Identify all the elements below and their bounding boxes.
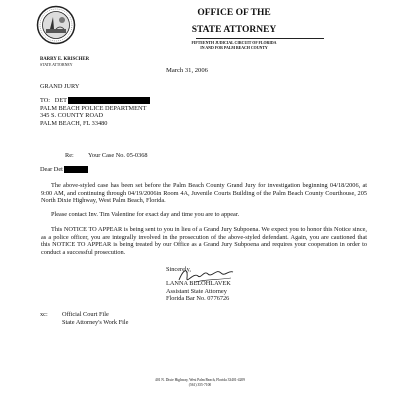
- body-paragraph-2: Please contact Inv. Tim Valentine for exact day and time you are to appear.: [51, 211, 240, 218]
- state-attorney-name: BARRY E. KRISCHER: [40, 57, 90, 62]
- cc-label: xc:: [40, 311, 48, 318]
- to-label: TO:: [40, 97, 51, 104]
- state-attorney-role: STATE ATTORNEY: [40, 63, 73, 67]
- cc-item: State Attorney's Work File: [62, 318, 129, 326]
- recipient-line-2: PALM BEACH POLICE DEPARTMENT: [40, 104, 147, 112]
- heading-grand-jury: GRAND JURY: [40, 83, 80, 90]
- cc-item: Official Court File: [62, 311, 109, 318]
- signer-title: Assistant State Attorney: [166, 287, 227, 295]
- signature-block: [166, 280, 231, 303]
- redaction-bar: [68, 97, 150, 104]
- recipient-line-3: 345 S. COUNTY ROAD: [40, 112, 104, 120]
- body-paragraph-3: This NOTICE TO APPEAR is being sent to you in lieu of a Grand Jury Subpoena. We expect you to honor this Notice since, as a police officer, you are integrally involved in the prosecution of the above-styled defendant. Again, you are cautioned that this NOTICE TO APPEAR is being treated by our Office as a Grand Jury Subpoena and requires your cooperation in order to conduct a successful prosecution.: [41, 226, 367, 256]
- salutation: [40, 166, 88, 174]
- to-prefix: DET: [54, 97, 67, 104]
- circuit-line-1: FIFTEENTH JUDICIAL CIRCUIT OF FLORIDA: [191, 41, 277, 45]
- closing: Sincerely,: [166, 266, 191, 273]
- circuit-line-2: IN AND FOR PALM BEACH COUNTY: [200, 46, 268, 50]
- case-number: Your Case No. 05-0368: [88, 152, 148, 159]
- footer-phone: (561) 355-7100: [188, 383, 212, 387]
- circuit-lines: [0, 41, 400, 51]
- salutation-text: Dear Det: [40, 166, 63, 173]
- body-paragraph-1: The above-styled case has been set before the Palm Beach County Grand Jury for investigation beginning 04/18/2006, at 9:00 AM, and continuing through 04/19/2006in Room 4A, Juvenile Courts Building of the Palm Beach County Courthouse, 205 North Dixie Highway, West Palm Beach, Florida.: [41, 182, 367, 205]
- footer-address: 401 N. Dixie Highway, West Palm Beach, Florida 33401-4209: [155, 378, 245, 382]
- signer-name: LANNA BELOHLAVEK: [166, 280, 231, 287]
- letterhead-rule: [196, 38, 324, 39]
- letter-date: March 31, 2006: [166, 67, 208, 74]
- recipient-line-4: PALM BEACH, FL 33480: [40, 119, 108, 127]
- redaction-bar: [64, 166, 88, 173]
- recipient-address: [40, 97, 150, 127]
- state-attorney-title: STATE ATTORNEY: [191, 25, 277, 35]
- signer-bar-number: Florida Bar No. 0776726: [166, 295, 230, 303]
- re-label: Re:: [65, 152, 74, 159]
- footer: [0, 378, 400, 388]
- office-line: OFFICE OF THE: [197, 8, 271, 18]
- cc-list: [62, 311, 128, 326]
- recipient-line-1: [40, 97, 150, 105]
